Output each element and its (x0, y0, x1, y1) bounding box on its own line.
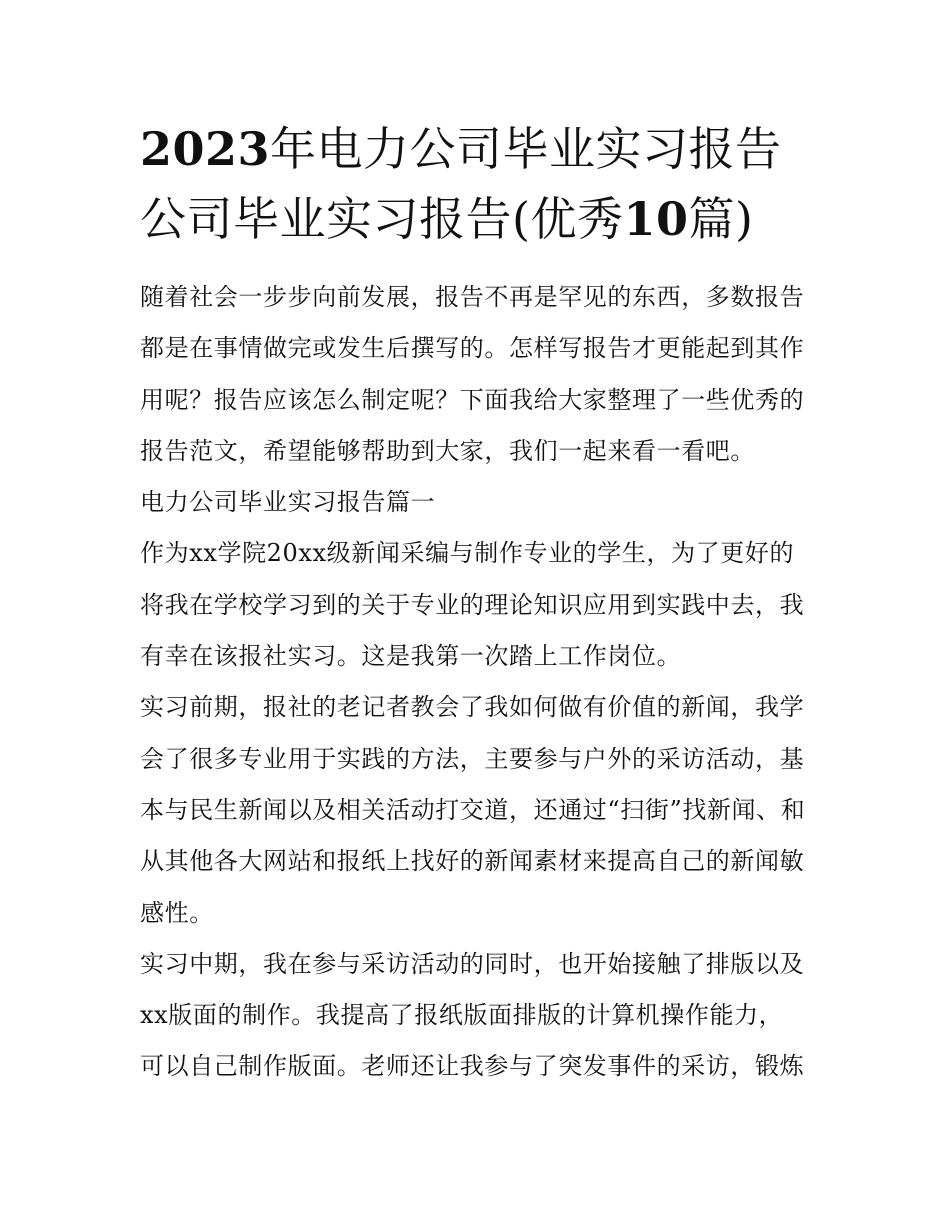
body-line: 有幸在该报社实习。这是我第一次踏上工作岗位。 (140, 642, 682, 671)
section-heading: 电力公司毕业实习报告篇一 (140, 488, 436, 517)
document-page (140, 114, 820, 1093)
body-line: 都是在事情做完或发生后撰写的。怎样写报告才更能起到其作 (140, 334, 805, 363)
body-line: 会了很多专业用于实践的方法，主要参与户外的采访活动，基 (140, 744, 805, 773)
body-line: 实习前期，报社的老记者教会了我如何做有价值的新闻，我学 (140, 693, 805, 722)
body-line: 实习中期，我在参与采访活动的同时，也开始接触了排版以及 (140, 949, 805, 978)
body-line: 作为xx学院20xx级新闻采编与制作专业的学生，为了更好的 (140, 539, 795, 568)
body-line: 将我在学校学习到的关于专业的理论知识应用到实践中去，我 (140, 590, 805, 619)
body-line: 本与民生新闻以及相关活动打交道，还通过“扫街”找新闻、和 (140, 795, 806, 824)
body-line: 可以自己制作版面。老师还让我参与了突发事件的采访，锻炼 (140, 1052, 805, 1081)
title-year: 2023 (140, 122, 271, 176)
title-text-2a: 公司毕业实习报告(优秀 (140, 192, 624, 246)
title-line-2 (140, 184, 820, 254)
body-line: 用呢？报告应该怎么制定呢？下面我给大家整理了一些优秀的 (140, 385, 805, 414)
title-text-2b: 篇) (688, 192, 754, 246)
body-line: 报告范文，希望能够帮助到大家，我们一起来看一看吧。 (140, 436, 755, 465)
body-line: 随着社会一步步向前发展，报告不再是罕见的东西，多数报告 (140, 283, 805, 311)
body-line: 感性。 (140, 898, 214, 927)
document-body (140, 272, 820, 1093)
document-title (140, 114, 820, 254)
title-text-1: 年电力公司毕业实习报告 (270, 122, 782, 176)
title-line-1 (140, 114, 820, 184)
body-line: xx版面的制作。我提高了报纸版面排版的计算机操作能力， (140, 1001, 784, 1030)
title-count: 10 (623, 192, 689, 246)
body-line: 从其他各大网站和报纸上找好的新闻素材来提高自己的新闻敏 (140, 847, 805, 876)
